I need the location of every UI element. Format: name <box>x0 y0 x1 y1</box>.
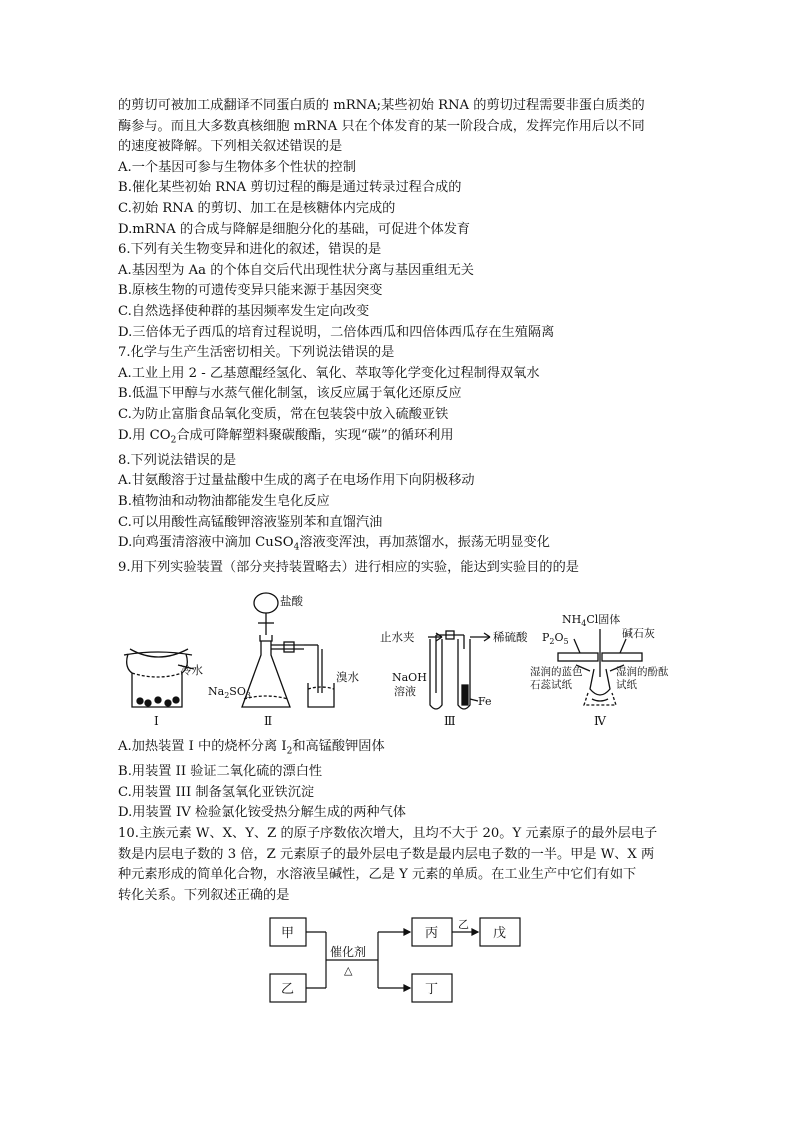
conversion-flowchart <box>118 914 678 1010</box>
question-5-continued <box>118 96 678 240</box>
q10-stem-line: 转化关系。下列叙述正确的是 <box>118 887 290 903</box>
q8-option-d-text: 溶液变浑浊，再加蒸馏水，振荡无明显变化 <box>299 535 550 551</box>
label-soda-lime: 碱石灰 <box>622 626 655 640</box>
q5-option-a: A.一个基因可参与生物体多个性状的控制 <box>118 159 356 175</box>
q6-option-c: C.自然选择使种群的基因频率发生定向改变 <box>118 303 370 319</box>
label-litmus-paper: 石蕊试纸 <box>530 678 572 691</box>
q7-option-c: C.为防止富脂食品氧化变质，常在包装袋中放入硫酸亚铁 <box>118 406 449 422</box>
q6-option-d: D.三倍体无子西瓜的培育过程说明，二倍体西瓜和四倍体西瓜存在生殖隔离 <box>118 324 555 340</box>
q6-option-a: A.基因型为 Aa 的个体自交后代出现性状分离与基因重组无关 <box>118 262 474 278</box>
q5-option-d: D.mRNA 的合成与降解是细胞分化的基础，可促进个体发育 <box>118 221 471 237</box>
flow-catalyst: 催化剂 <box>330 945 367 960</box>
label-dilute-h2so4: 稀硫酸 <box>493 629 528 644</box>
label-na2so3: $Na_2SO_3$ <box>208 684 251 700</box>
flow-bing: 丙 <box>425 926 439 942</box>
apparatus-diagram <box>118 589 678 731</box>
q8-option-b: B.植物油和动物油都能发生皂化反应 <box>118 493 330 509</box>
label-solution: 溶液 <box>394 684 416 698</box>
conversion-diagram <box>118 914 678 1010</box>
q5-stem-line: 酶参与。而且大多数真核细胞 mRNA 只在个体发育的某一阶段合成，发挥完作用后以不同 <box>118 118 645 134</box>
q7-option-d-text: 合成可降解塑料聚碳酸酯，实现“碳”的循环利用 <box>176 427 454 443</box>
q5-option-c: C.初始 RNA 的剪切、加工在是核糖体内完成的 <box>118 200 396 216</box>
q5-option-b: B.催化某些初始 RNA 剪切过程的酶是通过转录过程合成的 <box>118 180 462 196</box>
q5-stem-line: 的速度被降解。下列相关叙述错误的是 <box>118 139 343 155</box>
q7-option-a: A.工业上用 2 - 乙基蒽醌经氢化、氧化、萃取等化学变化过程制得双氧水 <box>118 365 540 381</box>
q8-option-a: A.甘氨酸溶于过量盐酸中生成的离子在电场作用下向阴极移动 <box>118 473 475 489</box>
question-10 <box>118 824 678 1010</box>
q9-option-a <box>118 737 678 762</box>
exam-page <box>118 96 678 1010</box>
apparatus-1 <box>124 649 203 728</box>
label-bromine-water: 溴水 <box>336 669 359 684</box>
question-9 <box>118 558 678 824</box>
q9-option-c: C.用装置 III 制备氢氧化亚铁沉淀 <box>118 784 315 800</box>
label-p2o5: $P_2O_5$ <box>542 630 569 646</box>
flow-wu: 戊 <box>493 926 507 942</box>
q9-option-a-text: 和高锰酸钾固体 <box>292 738 385 754</box>
q8-option-c: C.可以用酸性高锰酸钾溶液鉴别苯和直馏汽油 <box>118 514 383 530</box>
q8-option-d-sub: 4 <box>293 542 300 553</box>
q6-option-b: B.原核生物的可遗传变异只能来源于基因突变 <box>118 283 383 299</box>
q10-stem-line: 数是内层电子数的 3 倍，Z 元素原子的最外层电子数是最内层电子数的一半。甲是 W、X 两 <box>118 846 655 862</box>
apparatus-4 <box>530 612 669 728</box>
q9-option-b: B.用装置 II 验证二氧化硫的漂白性 <box>118 764 323 780</box>
q8-option-d-text: D.向鸡蛋清溶液中滴加 CuSO <box>118 535 294 551</box>
apparatus-figure <box>118 589 678 731</box>
label-naoh: NaOH <box>392 670 427 684</box>
label-hcl: 盐酸 <box>280 593 303 608</box>
label-cold-water: 冷水 <box>180 662 203 677</box>
label-apparatus-1: Ⅰ <box>154 713 159 728</box>
flow-ding: 丁 <box>425 982 439 998</box>
q7-option-d <box>118 426 678 451</box>
q7-stem: 7.化学与生产生活密切相关。下列说法错误的是 <box>118 345 395 361</box>
q7-option-d-sub: 2 <box>170 435 177 446</box>
label-nh4cl: $NH_4Cl$固体 <box>562 612 621 628</box>
flow-jia: 甲 <box>281 926 295 942</box>
question-6 <box>118 240 678 343</box>
q7-option-d-text: D.用 CO <box>118 427 171 443</box>
q9-option-a-sub: 2 <box>286 746 293 757</box>
q5-stem-line: 的剪切可被加工成翻译不同蛋白质的 mRNA;某些初始 RNA 的剪切过程需要非蛋白质类的 <box>118 98 645 113</box>
label-blue-litmus: 湿润的蓝色 <box>530 665 583 678</box>
q9-option-a-text: A.加热装置 I 中的烧杯分离 I <box>118 738 287 754</box>
apparatus-3 <box>380 630 528 728</box>
q9-option-d: D.用装置 IV 检验氯化铵受热分解生成的两种气体 <box>118 805 406 821</box>
q7-option-b: B.低温下甲醇与水蒸气催化制氢，该反应属于氧化还原反应 <box>118 386 462 402</box>
label-apparatus-2: Ⅱ <box>264 713 273 728</box>
label-fe: Fe <box>478 694 492 708</box>
apparatus-2 <box>208 593 359 728</box>
q9-stem: 9.用下列实验装置（部分夹持装置略去）进行相应的实验，能达到实验目的的是 <box>118 560 579 576</box>
question-7 <box>118 343 678 451</box>
label-apparatus-3: Ⅲ <box>444 713 456 728</box>
flow-heat: △ <box>344 964 353 978</box>
flow-yi-reagent: 乙 <box>458 918 469 932</box>
label-phenolphthalein: 湿润的酚酞 <box>616 665 669 678</box>
label-clamp: 止水夹 <box>380 629 415 644</box>
q6-stem: 6.下列有关生物变异和进化的叙述，错误的是 <box>118 242 382 258</box>
q8-stem: 8.下列说法错误的是 <box>118 452 237 468</box>
flow-yi: 乙 <box>281 982 295 998</box>
q8-option-d <box>118 533 678 558</box>
label-apparatus-4: Ⅳ <box>594 713 606 728</box>
q10-stem-line: 种元素形成的简单化合物，水溶液呈碱性，乙是 Y 元素的单质。在工业生产中它们有如下 <box>118 867 637 883</box>
question-8 <box>118 451 678 559</box>
label-test-paper: 试纸 <box>616 678 637 691</box>
q10-stem-line: 10.主族元素 W、X、Y、Z 的原子序数依次增大，且均不大于 20。Y 元素原子的最外层电子 <box>118 825 658 841</box>
